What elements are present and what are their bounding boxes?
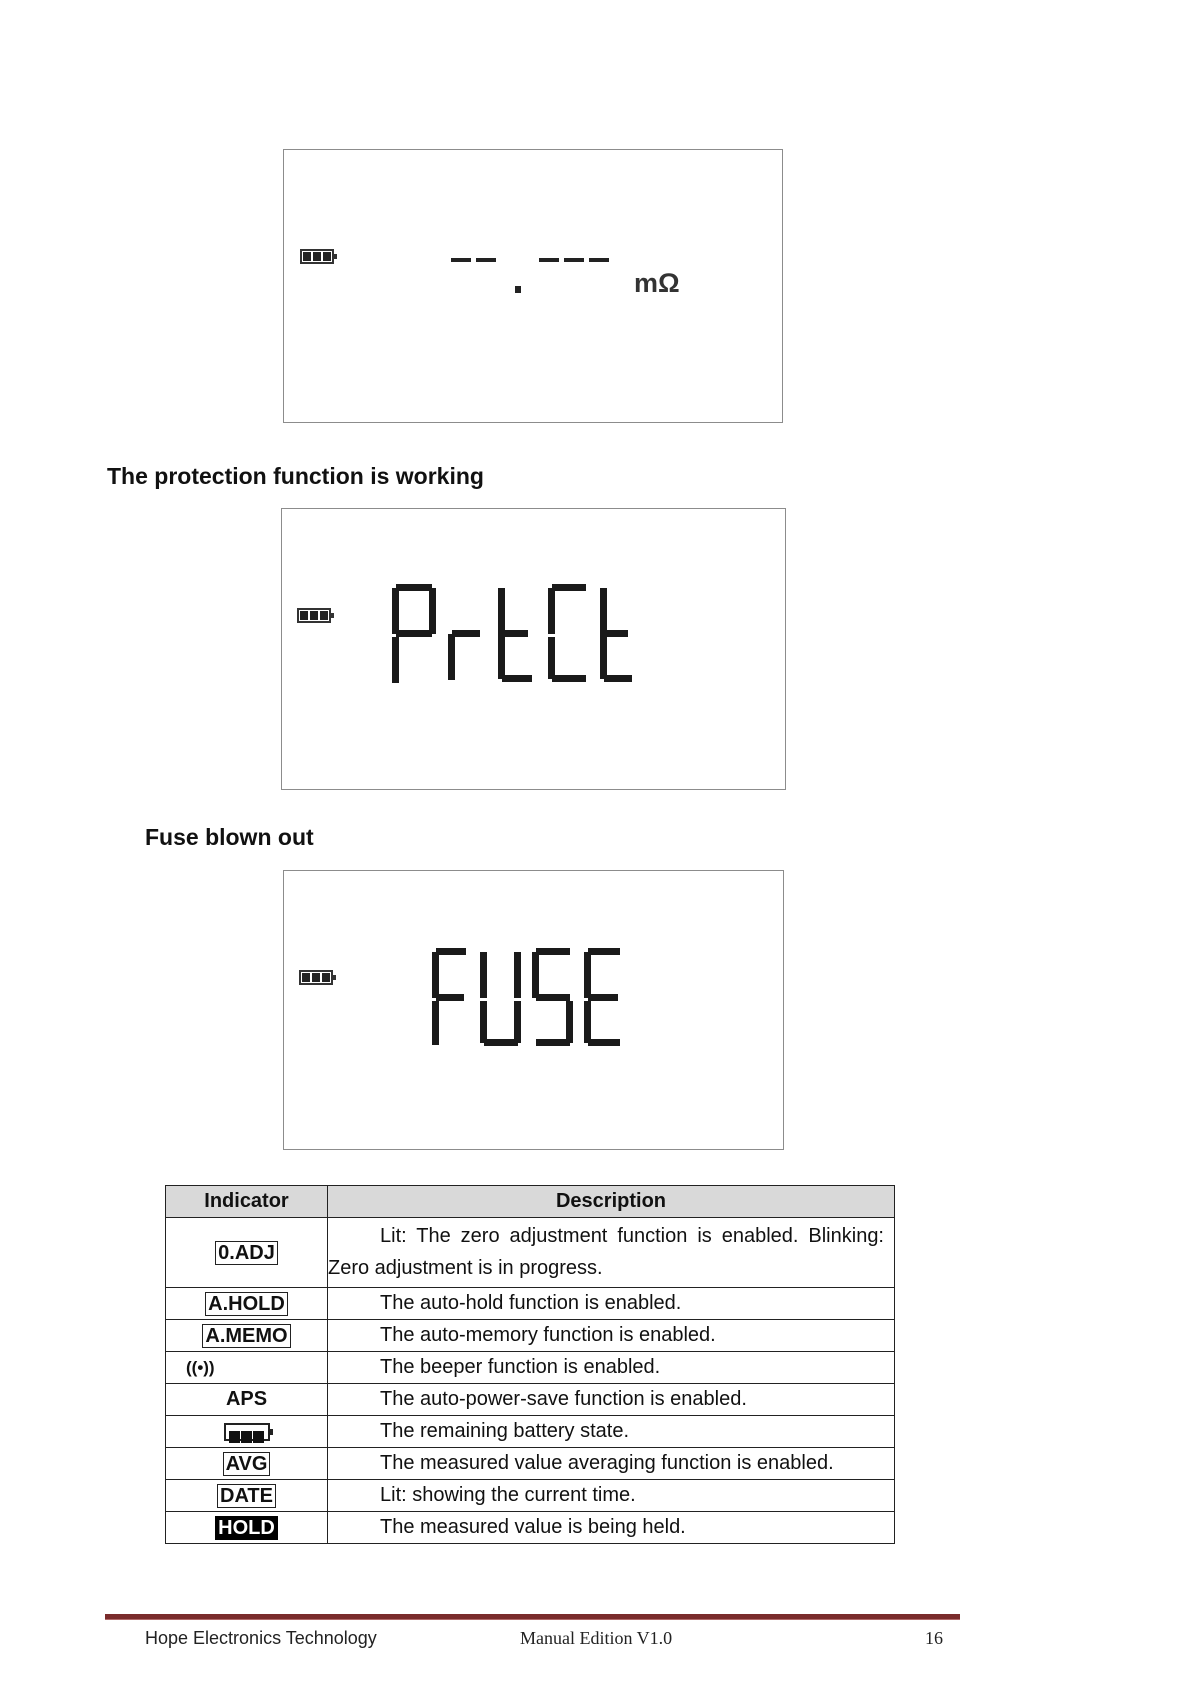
indicator-date: DATE	[217, 1484, 276, 1508]
table-row	[166, 1352, 895, 1384]
description-text: The remaining battery state.	[328, 1416, 895, 1448]
page-number: 16	[925, 1628, 943, 1648]
table-row	[166, 1416, 895, 1448]
battery-icon	[300, 249, 334, 264]
table-row	[166, 1448, 895, 1480]
indicator-ahold: A.HOLD	[205, 1292, 288, 1316]
description-text: The auto-memory function is enabled.	[328, 1320, 895, 1352]
protection-heading: The protection function is working	[107, 463, 484, 489]
table-header-description: Description	[328, 1186, 895, 1218]
description-text: Lit: showing the current time.	[328, 1480, 895, 1512]
footer-company: Hope Electronics Technology	[145, 1628, 377, 1648]
description-text: The measured value is being held.	[328, 1512, 895, 1544]
lcd-display-protection	[281, 508, 786, 790]
table-row	[166, 1480, 895, 1512]
table-row	[166, 1512, 895, 1544]
description-text: Lit: The zero adjustment function is enabled. Blinking:	[380, 1225, 884, 1247]
lcd-unit-label: mΩ	[634, 268, 680, 298]
battery-icon	[224, 1423, 270, 1441]
lcd-reading-value	[451, 258, 626, 300]
table-header-indicator: Indicator	[166, 1186, 328, 1218]
table-row	[166, 1218, 895, 1288]
beeper-icon: ((•))	[186, 1358, 215, 1377]
lcd-fuse-text	[432, 946, 622, 1056]
indicator-avg: AVG	[223, 1452, 271, 1476]
table-header-row	[166, 1186, 895, 1218]
battery-icon	[297, 608, 331, 623]
lcd-display-reading	[283, 149, 783, 423]
footer-edition: Manual Edition V1.0	[520, 1628, 673, 1648]
indicator-table	[165, 1185, 895, 1544]
table-row	[166, 1320, 895, 1352]
indicator-aps: APS	[166, 1384, 328, 1416]
footer-divider	[105, 1614, 960, 1620]
table-row	[166, 1384, 895, 1416]
description-text: The measured value averaging function is enabled.	[328, 1448, 895, 1480]
description-text: The auto-hold function is enabled.	[328, 1288, 895, 1320]
indicator-amemo: A.MEMO	[202, 1324, 290, 1348]
indicator-hold: HOLD	[215, 1516, 278, 1540]
description-text: The auto-power-save function is enabled.	[328, 1384, 895, 1416]
description-text: The beeper function is enabled.	[328, 1352, 895, 1384]
description-text: Zero adjustment is in progress.	[328, 1257, 603, 1279]
lcd-prtct-text	[392, 582, 632, 692]
battery-icon	[299, 970, 333, 985]
lcd-display-fuse	[283, 870, 784, 1150]
fuse-heading: Fuse blown out	[145, 824, 314, 850]
table-row	[166, 1288, 895, 1320]
indicator-0adj: 0.ADJ	[215, 1241, 278, 1265]
